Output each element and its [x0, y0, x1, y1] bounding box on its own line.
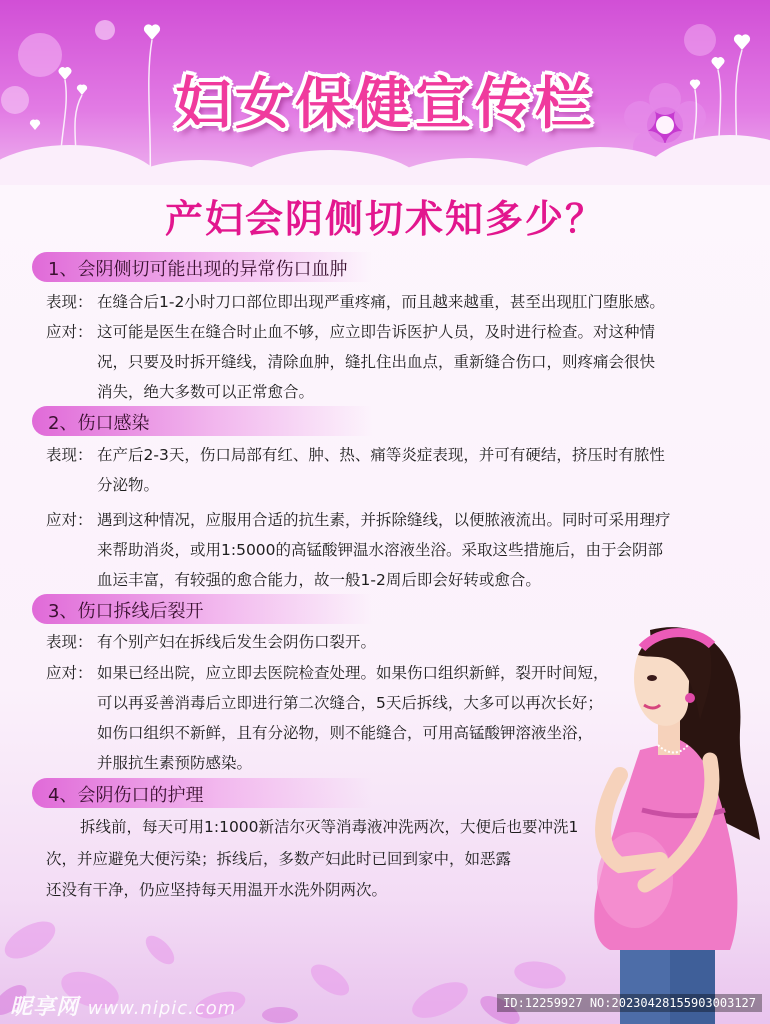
text-line: 这可能是医生在缝合时止血不够，应立即告诉医护人员，及时进行检查。对这种情 [97, 323, 656, 341]
label-symptom: 表现： [46, 446, 93, 464]
text-line: 遇到这种情况，应服用合适的抗生素，并拆除缝线，以便脓液流出。同时可采用理疗 [97, 511, 671, 529]
pregnant-woman-illustration [560, 610, 770, 1024]
watermark-brand: 昵享网 www.nipic.com [10, 995, 237, 1020]
text-line: 消失，绝大多数可以正常愈合。 [97, 383, 315, 401]
label-response: 应对： [46, 323, 93, 341]
label-response: 应对： [46, 511, 93, 529]
text-line: 可以再妥善消毒后立即进行第二次缝合，5天后拆线，大多可以再次长好； [97, 694, 603, 712]
watermark-url: www.nipic.com [87, 998, 237, 1019]
text-line: 在产后2-3天，伤口局部有红、肿、热、痛等炎症表现，并可有硬结，挤压时有脓性 [97, 446, 665, 464]
label-symptom: 表现： [46, 293, 93, 311]
text-line: 有个别产妇在拆线后发生会阴伤口裂开。 [97, 633, 377, 651]
text-line: 次，并应避免大便污染；拆线后，多数产妇此时已回到家中，如恶露 [46, 850, 512, 868]
text-line: 分泌物。 [97, 476, 160, 494]
text-line: 如伤口组织不新鲜，且有分泌物，则不能缝合，可用高锰酸钾溶液坐浴， [97, 724, 594, 742]
article-title: 产妇会阴侧切术知多少？ [164, 197, 605, 241]
text-line: 拆线前，每天可用1:1000新洁尔灭等消毒液冲洗两次，大便后也要冲洗1 [80, 818, 579, 836]
section-heading-3: 3、伤口拆线后裂开 [32, 594, 372, 624]
text-line: 如果已经出院，应立即去医院检查处理。如果伤口组织新鲜，裂开时间短， [97, 664, 609, 682]
text-line: 在缝合后1-2小时刀口部位即出现严重疼痛，而且越来越重，甚至出现肛门堕胀感。 [97, 293, 665, 311]
section-heading-4: 4、会阴伤口的护理 [32, 778, 372, 808]
page-title: 妇女保健宣传栏 [175, 72, 595, 137]
text-line: 并服抗生素预防感染。 [97, 754, 253, 772]
text-line: 还没有干净，仍应坚持每天用温开水洗外阴两次。 [46, 881, 388, 899]
label-symptom: 表现： [46, 633, 93, 651]
text-line: 况，只要及时拆开缝线，清除血肿，缝扎住出血点，重新缝合伤口，则疼痛会很快 [97, 353, 656, 371]
section-heading-2: 2、伤口感染 [32, 406, 372, 436]
watermark-id: ID:12259927 NO:20230428155903003127 [497, 994, 762, 1012]
section-heading-1: 1、会阴侧切可能出现的异常伤口血肿 [32, 252, 372, 282]
text-line: 血运丰富，有较强的愈合能力，故一般1-2周后即会好转或愈合。 [97, 571, 541, 589]
text-line: 来帮助消炎，或用1:5000的高锰酸钾温水溶液坐浴。采取这些措施后，由于会阴部 [97, 541, 664, 559]
label-response: 应对： [46, 664, 93, 682]
